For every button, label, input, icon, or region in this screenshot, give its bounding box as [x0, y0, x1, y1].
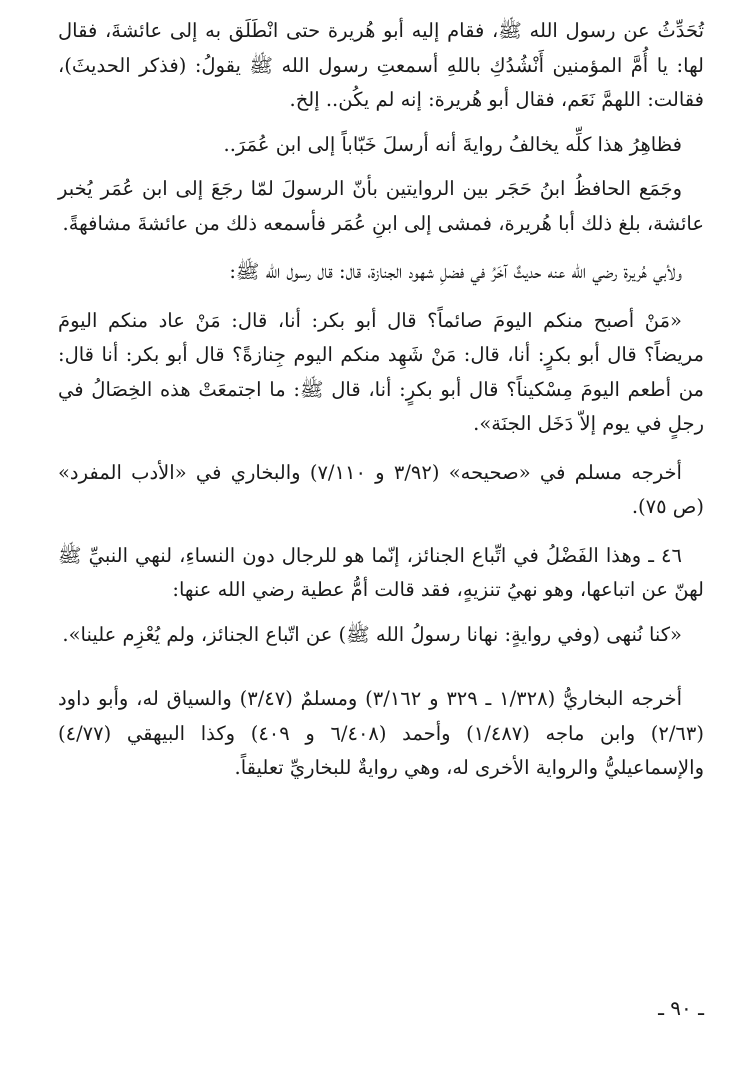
paragraph-umm-atiyya-quote: «كنا نُنهى (وفي روايةٍ: نهانا رسولُ الله ﷺ) عن اتّباع الجنائز، ولم يُعْزِم علينا».	[62, 622, 682, 646]
paragraph-hadith-continuation: تُحَدِّثُ عن رسول الله ﷺ، فقام إليه أبو هُريرة حتى انْطَلَق به إلى عائشةَ، فقال لها: يا أُمَّ المؤمنين أَنْشُدُكِ باللهِ أسمعتِ رسول الله ﷺ يقولُ: (فذكر الحديثَ)، فقالت: اللهمَّ نَعَم، فقال أبو هُريرة: إنه لم يكُن.. إلخ.	[58, 19, 704, 111]
paragraph-citation-bukhari: أخرجه البخاريُّ (١/٣٢٨ ـ ٣٢٩ و ٣/١٦٢) ومسلمٌ (٣/٤٧) والسياق له، وأبو داود (٢/٦٣) وابن ماجه (١/٤٨٧) وأحمد (٦/٤٠٨ و ٤٠٩) وكذا البيهقي (٤/٧٧) والإسماعيليُّ والرواية الأخرى له، وهي روايةٌ للبخاريِّ تعليقاً.	[58, 687, 704, 779]
paragraph-section-46: ٤٦ ـ وهذا الفَضْلُ في اتِّباع الجنائز، إنّما هو للرجال دون النساءِ، لنهي النبيِّ ﷺ لهنّ عن اتباعها، وهو نهيُ تنزيهٍ، فقد قالت أمُّ عطية رضي الله عنها:	[58, 543, 704, 601]
book-page	[58, 14, 704, 1074]
paragraph-hadith-quote: «مَنْ أصبح منكم اليومَ صائماً؟ قال أبو بكر: أنا، قال: مَنْ عاد منكم اليومَ مريضاً؟ قال أبو بكرٍ: أنا، قال: مَنْ شَهِد منكم اليوم جِنازةً؟ قال أبو بكر: أنا قال: من أطعم اليومَ مِسْكيناً؟ قال أبو بكرٍ: أنا، قال ﷺ: ما اجتمعَتْ هذه الخِصَالُ في رجلٍ في يوم إلاّ دَخَل الجنَة».	[58, 308, 704, 435]
paragraph-another-hadith-intro: ولأبي هُريرة رضي الله عنه حديثٌ آخَرُ في فضلِ شهود الجنازة، قال: قال رسول الله ﷺ:	[229, 260, 682, 283]
paragraph-citation-muslim: أخرجه مسلم في «صحيحه» (٣/٩٢ و ٧/١١٠) والبخاري في «الأدب المفرد» (ص ٧٥).	[58, 460, 704, 518]
paragraph-ibn-hajar-reconciliation: وجَمَع الحافظُ ابنُ حَجَر بين الروايتين بأنّ الرسولَ لمّا رجَعَ إلى ابن عُمَر يُخبر عائشة، بلغ ذلك أبا هُريرة، فمشى إلى ابنِ عُمَر فأسمعه ذلك من عائشةَ مشافهةً.	[58, 177, 704, 235]
paragraph-apparent-contradiction: فظاهِرُ هذا كلِّه يخالفُ روايةَ أنه أرسلَ خَبّاباً إلى ابن عُمَرَ..	[223, 132, 682, 156]
page-number: ـ ٩٠ ـ	[658, 996, 704, 1020]
